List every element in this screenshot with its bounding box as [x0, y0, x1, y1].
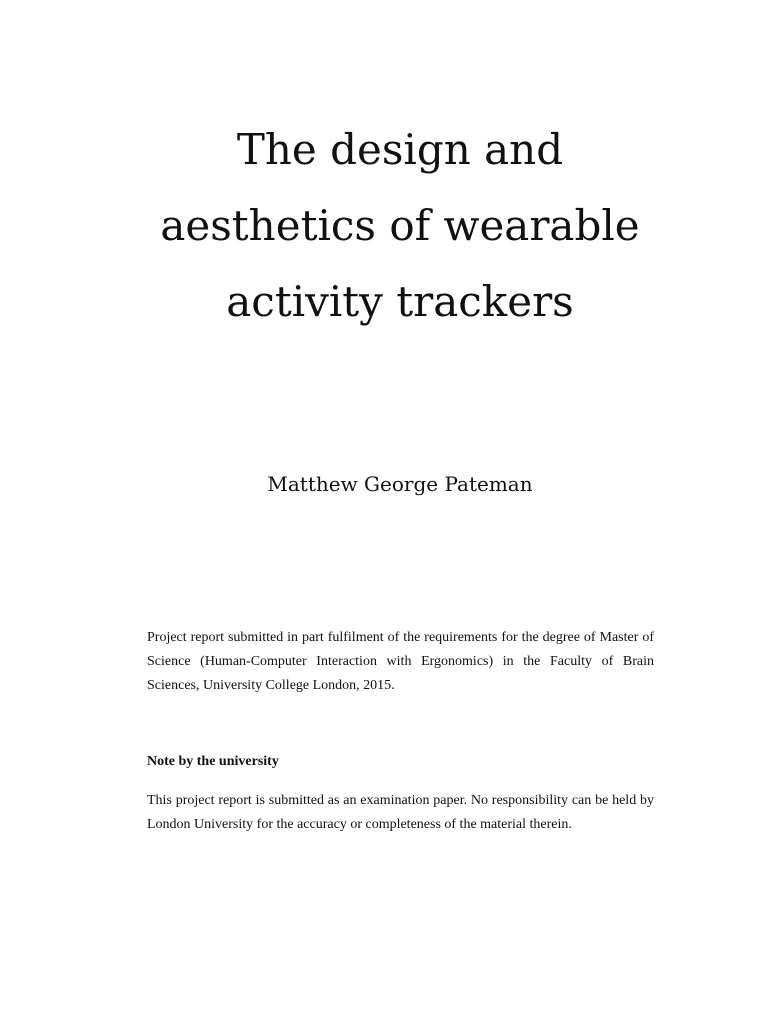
title-line-1: The design and [236, 125, 564, 174]
author-name: Matthew George Pateman [267, 472, 533, 496]
title-line-3: activity trackers [226, 277, 574, 326]
note-heading: Note by the university [147, 754, 279, 769]
submission-statement: Project report submitted in part fulfilment of the requirements for the degree of Master of Science (Human-Computer Interaction with Ergonomics) in the Faculty of Brain Sciences, University College London, 2015. [147, 630, 654, 693]
title-line-2: aesthetics of wearable [160, 201, 640, 250]
report-title [0, 112, 770, 340]
note-body: This project report is submitted as an examination paper. No responsibility can be held by London University for the accuracy or completeness of the material therein. [147, 793, 654, 832]
